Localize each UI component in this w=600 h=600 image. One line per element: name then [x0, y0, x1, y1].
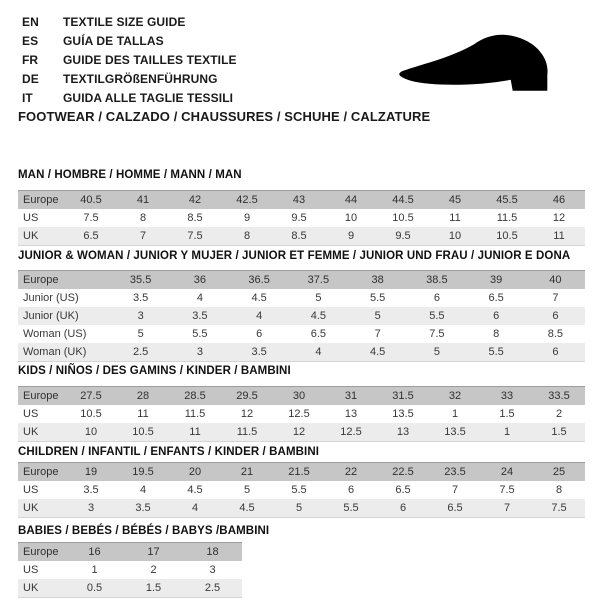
size-cell: 11 [553, 230, 565, 242]
size-cell: 4.5 [187, 484, 203, 496]
size-cell: 10 [84, 426, 98, 438]
language-code: ES [22, 34, 39, 48]
size-cell: 19.5 [117, 463, 169, 482]
size-cell: 1 [451, 408, 459, 420]
size-cell: 13 [344, 408, 358, 420]
size-cell: 37.5 [289, 271, 348, 290]
size-row [18, 325, 585, 343]
language-code: FR [22, 53, 39, 67]
size-cell: 9.5 [291, 212, 307, 224]
size-cell: 8.5 [291, 230, 307, 242]
table-title-children: CHILDREN / INFANTIL / ENFANTS / KINDER / BAMBINI [18, 446, 320, 458]
size-row [18, 209, 585, 227]
size-cell: 7 [139, 230, 147, 242]
size-cell: 2 [555, 408, 563, 420]
language-code: IT [22, 91, 33, 105]
size-table-kids [18, 386, 585, 442]
table-title-babies: BABIES / BEBÉS / BÉBÉS / BABYS /BAMBINI [18, 525, 270, 537]
size-cell: 5.5 [192, 328, 208, 340]
size-cell: 6 [552, 346, 559, 358]
size-cell: 6.5 [310, 328, 327, 340]
size-cell: 25 [533, 463, 585, 482]
size-cell: 1 [91, 564, 98, 576]
size-row [18, 227, 585, 246]
size-cell: 20 [169, 463, 221, 482]
language-list [22, 13, 237, 108]
language-label: GUIDE DES TAILLES TEXTILE [63, 53, 237, 67]
row-label: Europe [18, 543, 65, 562]
size-row-header [18, 271, 585, 290]
size-cell: 39 [467, 271, 526, 290]
size-cell: 21 [221, 463, 273, 482]
category-heading: FOOTWEAR / CALZADO / CHAUSSURES / SCHUHE / CALZATURE [18, 109, 431, 124]
size-cell: 16 [65, 543, 124, 562]
size-cell: 12 [292, 426, 306, 438]
size-cell: 10.5 [496, 230, 518, 242]
size-cell: 6 [493, 310, 500, 322]
size-cell: 6.5 [395, 484, 411, 496]
row-label: Junior (UK) [23, 310, 79, 322]
size-cell: 7.5 [499, 484, 515, 496]
size-cell: 4 [256, 310, 263, 322]
language-label: GUIDA ALLE TAGLIE TESSILI [63, 91, 234, 105]
size-row-header [18, 191, 585, 210]
size-cell: 5 [374, 310, 381, 322]
size-cell: 10 [344, 212, 358, 224]
dress-shoe-icon [397, 29, 575, 97]
size-cell: 5.5 [429, 310, 445, 322]
size-cell: 4.5 [239, 502, 255, 514]
size-cell: 5.5 [369, 292, 386, 304]
size-cell: 7 [374, 328, 381, 340]
size-cell: 5 [137, 328, 144, 340]
size-cell: 7.5 [429, 328, 445, 340]
size-row [18, 289, 585, 307]
language-row-es [22, 32, 237, 51]
size-cell: 9 [347, 230, 355, 242]
size-cell: 3.5 [132, 292, 149, 304]
language-code: EN [22, 15, 39, 29]
size-cell: 27.5 [65, 387, 117, 406]
size-cell: 2.5 [132, 346, 149, 358]
row-label: UK [23, 502, 39, 514]
size-cell: 6 [552, 310, 559, 322]
size-row [18, 499, 585, 518]
size-cell: 11 [449, 212, 461, 224]
size-cell: 46 [533, 191, 585, 210]
size-cell: 5.5 [488, 346, 504, 358]
language-code: DE [22, 72, 39, 86]
table-title-man: MAN / HOMBRE / HOMME / MANN / MAN [18, 169, 242, 181]
size-cell: 36 [170, 271, 229, 290]
size-row [18, 579, 242, 598]
size-cell: 5 [295, 502, 303, 514]
size-cell: 4.5 [251, 292, 267, 304]
row-label: Europe [18, 463, 65, 482]
size-row [18, 307, 585, 325]
size-cell: 12.5 [340, 426, 362, 438]
size-row [18, 423, 585, 442]
row-label: UK [23, 582, 39, 594]
row-label: UK [23, 230, 39, 242]
size-row [18, 405, 585, 423]
size-cell: 4 [191, 502, 199, 514]
size-cell: 4 [196, 292, 203, 304]
size-row [18, 343, 585, 362]
language-label: TEXTILGRÖßENFÜHRUNG [63, 72, 218, 86]
row-label: Woman (US) [23, 328, 87, 340]
size-cell: 43 [273, 191, 325, 210]
size-cell: 6 [399, 502, 407, 514]
size-cell: 42 [169, 191, 221, 210]
size-cell: 6.5 [83, 230, 99, 242]
size-cell: 19 [65, 463, 117, 482]
row-label: Junior (US) [23, 292, 79, 304]
size-row-header [18, 543, 242, 562]
size-cell: 5.5 [343, 502, 359, 514]
size-cell: 3 [87, 502, 95, 514]
row-label: Woman (UK) [23, 346, 87, 358]
row-label: US [23, 564, 39, 576]
size-cell: 33.5 [533, 387, 585, 406]
size-cell: 9 [243, 212, 251, 224]
size-cell: 32 [429, 387, 481, 406]
size-cell: 17 [124, 543, 183, 562]
size-cell: 5 [243, 484, 251, 496]
size-table-junior-woman [18, 270, 585, 362]
size-cell: 13 [396, 426, 410, 438]
size-cell: 41 [117, 191, 169, 210]
size-cell: 3.5 [192, 310, 208, 322]
size-cell: 1.5 [499, 408, 515, 420]
row-label: US [23, 212, 39, 224]
size-cell: 7.5 [187, 230, 203, 242]
size-cell: 1.5 [551, 426, 567, 438]
size-cell: 6 [347, 484, 355, 496]
size-cell: 44.5 [377, 191, 429, 210]
size-cell: 2 [150, 564, 157, 576]
table-title-junior-woman: JUNIOR & WOMAN / JUNIOR Y MUJER / JUNIOR ET FEMME / JUNIOR UND FRAU / JUNIOR E DONA [18, 250, 571, 262]
size-cell: 1 [503, 426, 511, 438]
size-cell: 10.5 [80, 408, 102, 420]
size-cell: 7 [552, 292, 559, 304]
size-cell: 5 [433, 346, 440, 358]
size-table-babies [18, 542, 242, 598]
size-cell: 22.5 [377, 463, 429, 482]
size-cell: 4.5 [310, 310, 327, 322]
size-cell: 2.5 [204, 582, 221, 594]
size-cell: 12.5 [288, 408, 310, 420]
size-cell: 40.5 [65, 191, 117, 210]
size-cell: 30 [273, 387, 325, 406]
size-cell: 28.5 [169, 387, 221, 406]
size-cell: 9.5 [395, 230, 411, 242]
size-cell: 10.5 [132, 426, 154, 438]
size-cell: 29.5 [221, 387, 273, 406]
row-label: UK [23, 426, 39, 438]
size-cell: 8 [243, 230, 251, 242]
size-cell: 23.5 [429, 463, 481, 482]
size-cell: 12 [552, 212, 566, 224]
size-cell: 7.5 [83, 212, 99, 224]
size-cell: 11 [189, 426, 201, 438]
row-label: US [23, 408, 39, 420]
size-cell: 18 [183, 543, 242, 562]
row-label: Europe [18, 387, 65, 406]
size-cell: 38 [348, 271, 407, 290]
size-cell: 4 [139, 484, 147, 496]
size-cell: 24 [481, 463, 533, 482]
size-cell: 1.5 [145, 582, 162, 594]
size-cell: 0.5 [86, 582, 103, 594]
size-cell: 42.5 [221, 191, 273, 210]
size-cell: 31 [325, 387, 377, 406]
size-cell: 11 [137, 408, 149, 420]
size-row-header [18, 387, 585, 406]
size-cell: 8.5 [547, 328, 564, 340]
size-cell: 3 [196, 346, 203, 358]
size-cell: 22 [325, 463, 377, 482]
size-cell: 10.5 [392, 212, 414, 224]
size-cell: 5.5 [291, 484, 307, 496]
size-cell: 7 [451, 484, 459, 496]
size-cell: 6 [256, 328, 263, 340]
size-cell: 13.5 [444, 426, 466, 438]
size-cell: 5 [315, 292, 322, 304]
size-cell: 4.5 [369, 346, 386, 358]
table-title-kids: KIDS / NIÑOS / DES GAMINS / KINDER / BAMBINI [18, 365, 291, 377]
size-cell: 11.5 [236, 426, 258, 438]
size-cell: 36.5 [230, 271, 289, 290]
size-cell: 40 [526, 271, 585, 290]
size-cell: 6.5 [488, 292, 504, 304]
size-cell: 6 [433, 292, 440, 304]
size-cell: 38.5 [407, 271, 466, 290]
size-cell: 13.5 [392, 408, 414, 420]
size-cell: 3 [137, 310, 144, 322]
size-cell: 7 [503, 502, 511, 514]
size-cell: 44 [325, 191, 377, 210]
language-label: GUÍA DE TALLAS [63, 34, 164, 48]
size-cell: 4 [315, 346, 322, 358]
row-label: US [23, 484, 39, 496]
size-cell: 7.5 [551, 502, 567, 514]
size-cell: 8 [555, 484, 563, 496]
size-cell: 28 [117, 387, 169, 406]
language-row-en [22, 13, 237, 32]
size-cell: 8 [493, 328, 500, 340]
size-cell: 12 [240, 408, 254, 420]
row-label: Europe [18, 191, 65, 210]
size-cell: 3.5 [83, 484, 99, 496]
size-cell: 21.5 [273, 463, 325, 482]
size-row [18, 561, 242, 579]
size-cell: 10 [448, 230, 462, 242]
language-row-fr [22, 51, 237, 70]
size-cell: 31.5 [377, 387, 429, 406]
size-row [18, 481, 585, 499]
size-table-man [18, 190, 585, 246]
row-label: Europe [18, 271, 111, 290]
size-cell: 35.5 [111, 271, 170, 290]
size-cell: 3.5 [135, 502, 151, 514]
size-cell: 11.5 [184, 408, 206, 420]
size-cell: 11.5 [496, 212, 518, 224]
size-cell: 8 [139, 212, 147, 224]
size-row-header [18, 463, 585, 482]
size-cell: 45 [429, 191, 481, 210]
size-cell: 33 [481, 387, 533, 406]
language-label: TEXTILE SIZE GUIDE [63, 15, 186, 29]
language-row-de [22, 70, 237, 89]
size-table-children [18, 462, 585, 518]
size-cell: 8.5 [187, 212, 203, 224]
size-cell: 45.5 [481, 191, 533, 210]
size-cell: 3 [209, 564, 216, 576]
size-cell: 6.5 [447, 502, 463, 514]
size-cell: 3.5 [251, 346, 267, 358]
language-row-it [22, 89, 237, 108]
